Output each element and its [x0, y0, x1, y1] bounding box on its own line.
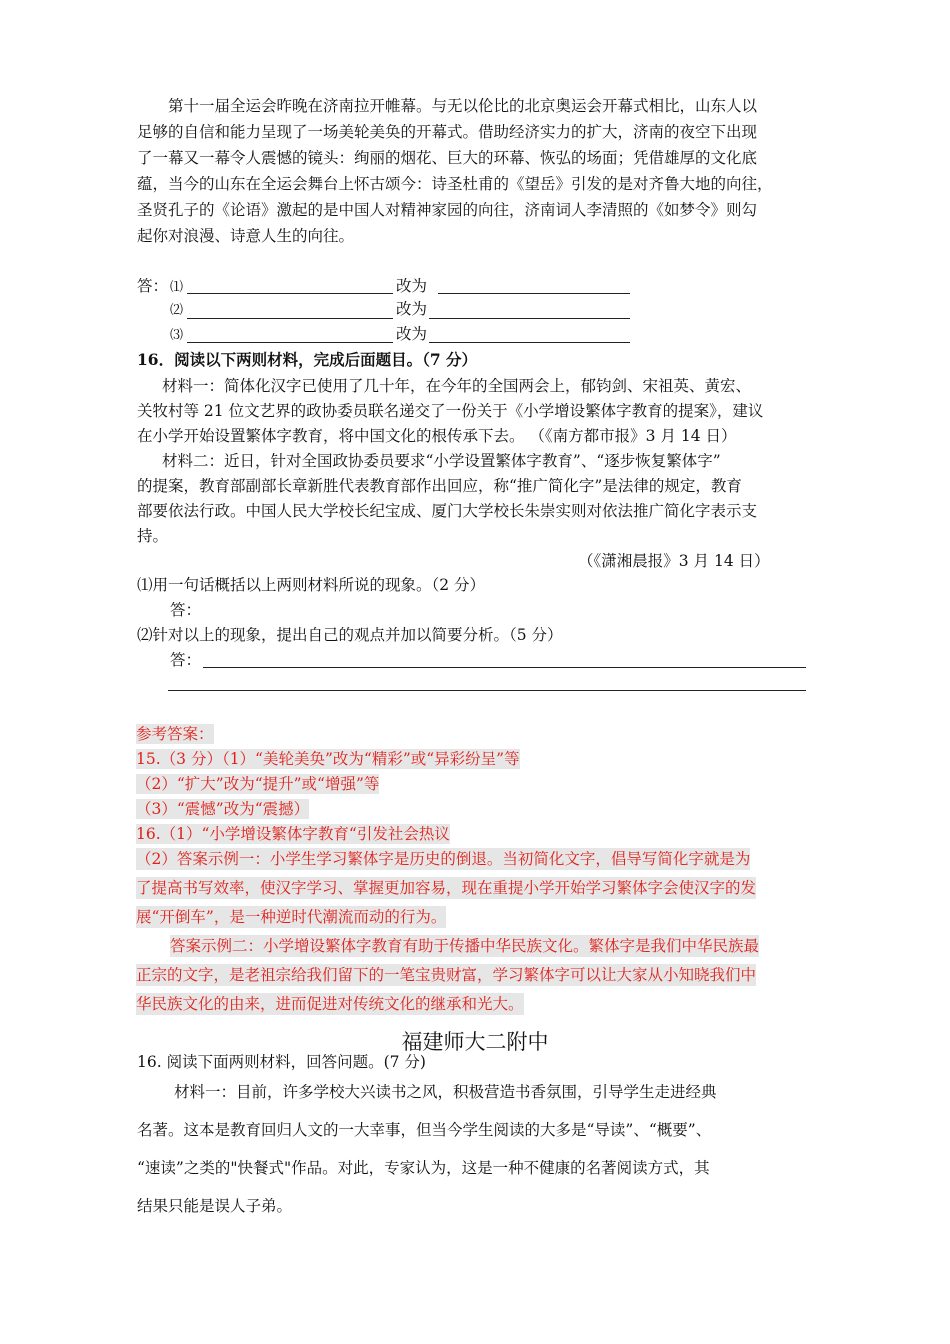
answer-row-mid: 改为: [396, 300, 428, 318]
reference-line: 华民族文化的由来，进而促进对传统文化的继承和光大。: [136, 995, 524, 1013]
paragraph-line: 第十一届全运会昨晚在济南拉开帷幕。与无以伦比的北京奥运会开幕式相比，山东人以: [168, 97, 758, 115]
reference-line: 答案示例二：小学增设繁体字教育有助于传播中华民族文化。繁体字是我们中华民族最: [170, 937, 760, 955]
answer-blank[interactable]: [187, 318, 393, 319]
paragraph-line: 起你对浪漫、诗意人生的向往。: [137, 227, 355, 245]
material-line: 材料一：简体化汉字已使用了几十年，在今年的全国两会上，郁钧剑、宋祖英、黄宏、: [162, 377, 752, 395]
material-line: “速读”之类的"快餐式"作品。对此，专家认为，这是一种不健康的名著阅读方式，其: [137, 1159, 710, 1177]
question-heading: 16．阅读以下两则材料，完成后面题目。（7 分）: [137, 350, 478, 369]
answer-prefix: 答：: [137, 277, 169, 295]
sub-question: ⑴用一句话概括以上两则材料所说的现象。（2 分）: [137, 576, 486, 594]
paragraph-line: 了一幕又一幕令人震憾的镜头：绚丽的烟花、巨大的环幕、恢弘的场面；凭借雄厚的文化底: [137, 149, 758, 167]
answer-blank[interactable]: [203, 667, 806, 668]
material-line: 材料一：目前，许多学校大兴读书之风，积极营造书香氛围，引导学生走进经典: [174, 1083, 717, 1101]
answer-blank[interactable]: [438, 293, 630, 294]
material-line: 的提案，教育部副部长章新胜代表教育部作出回应，称“推广简化字”是法律的规定，教育: [137, 477, 742, 495]
reference-line: （3）“震憾”改为“震撼）: [136, 800, 310, 818]
reference-line: （2）答案示例一：小学生学习繁体字是历史的倒退。当初简化文字，倡导写简化字就是为: [136, 850, 751, 868]
paragraph-line: 圣贤孔子的《论语》激起的是中国人对精神家园的向往，济南词人李清照的《如梦令》则勾: [137, 201, 758, 219]
reference-line: 15.（3 分）（1）“美轮美奂”改为“精彩”或“异彩纷呈”等: [136, 750, 520, 768]
source-citation: （《潇湘晨报》3 月 14 日）: [578, 552, 770, 570]
reference-line: 展“开倒车”，是一种逆时代潮流而动的行为。: [136, 908, 447, 926]
material-line: 名著。这本是教育回归人文的一大幸事，但当今学生阅读的大多是“导读”、“概要”、: [137, 1121, 712, 1139]
material-line: 结果只能是误人子弟。: [137, 1197, 293, 1215]
answer-blank[interactable]: [187, 342, 393, 343]
answer-row-number: ⑴: [170, 280, 184, 295]
answer-row-number: ⑵: [170, 303, 184, 318]
reference-line: 了提高书写效率，使汉字学习、掌握更加容易，现在重提小学开始学习繁体字会使汉字的发: [136, 879, 757, 897]
answer-row-number: ⑶: [170, 328, 184, 343]
answer-blank[interactable]: [429, 342, 630, 343]
school-title: 福建师大二附中: [401, 1030, 549, 1054]
reference-line: 正宗的文字，是老祖宗给我们留下的一笔宝贵财富，学习繁体字可以让大家从小知晓我们中: [136, 966, 757, 984]
answer-prefix: 答：: [170, 651, 202, 669]
paragraph-line: 蕴，当今的山东在全运会舞台上怀古颂今：诗圣杜甫的《望岳》引发的是对齐鲁大地的向往，: [137, 175, 773, 193]
sub-question: ⑵针对以上的现象，提出自己的观点并加以简要分析。（5 分）: [137, 626, 563, 644]
answer-blank[interactable]: [168, 690, 806, 691]
answer-blank[interactable]: [429, 318, 630, 319]
answer-row-mid: 改为: [396, 277, 428, 295]
material-line: 持。: [137, 527, 169, 545]
material-line: 部要依法行政。中国人民大学校长纪宝成、厦门大学校长朱崇实则对依法推广简化字表示支: [137, 502, 758, 520]
material-line: 材料二：近日，针对全国政协委员要求“小学设置繁体字教育”、“逐步恢复繁体字”: [162, 452, 721, 470]
answer-prefix: 答：: [170, 601, 202, 619]
answer-row-mid: 改为: [396, 325, 428, 343]
material-line: 在小学开始设置繁体字教育，将中国文化的根传承下去。 （《南方都市报》3 月 14 日）: [137, 427, 737, 445]
question-heading: 16. 阅读下面两则材料，回答问题。(7 分): [137, 1053, 426, 1071]
reference-title: 参考答案：: [136, 725, 214, 743]
reference-line: 16.（1）“小学增设繁体字教育“引发社会热议: [136, 825, 450, 843]
reference-line: （2）“扩大”改为“提升”或“增强”等: [136, 775, 380, 793]
answer-blank[interactable]: [187, 293, 393, 294]
material-line: 关牧村等 21 位文艺界的政协委员联名递交了一份关于《小学增设繁体字教育的提案》，建议: [137, 402, 764, 420]
paragraph-line: 足够的自信和能力呈现了一场美轮美奂的开幕式。借助经济实力的扩大，济南的夜空下出现: [137, 123, 758, 141]
